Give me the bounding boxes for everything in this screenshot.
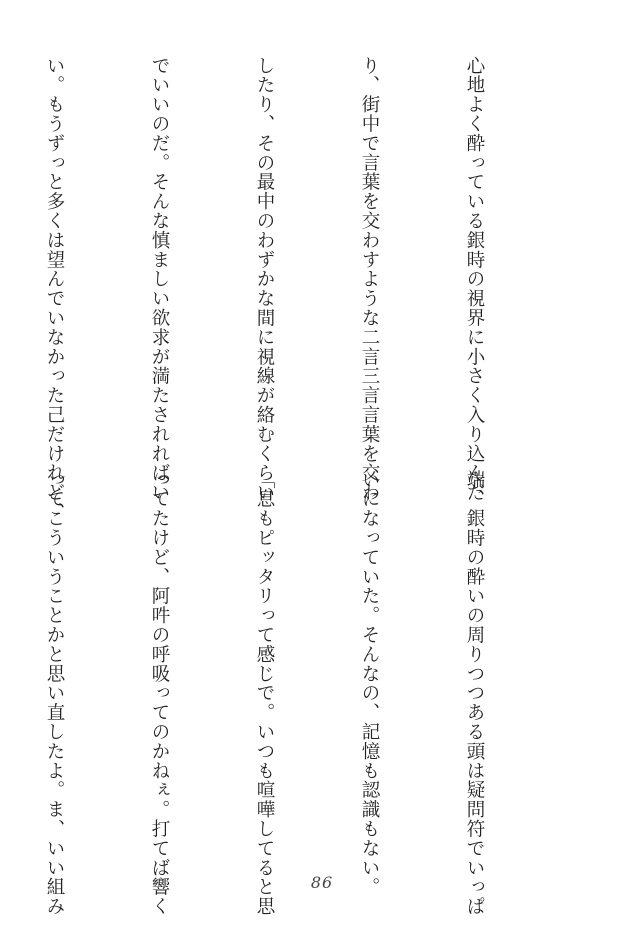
text-column: でいいのだ。そんな慎ましい欲求が満たされればい: [149, 56, 170, 503]
text-column: 「息もピッタリって感じで。いつも喧嘩してると思: [254, 470, 275, 917]
text-block-top: [0, 56, 562, 522]
text-column: ってたけど、阿吽の呼吸ってのかねぇ。打てば響く: [149, 470, 170, 917]
page-number: 86: [310, 873, 334, 892]
text-column: 心地よく酔っている銀時の視界に小さく入り込んだ: [464, 56, 485, 503]
text-column: い。もうずっと多くは望んでいなかった己だけれど、: [44, 56, 65, 522]
text-column: ってこういうことかと思い直したよ。ま、いい組み: [44, 470, 65, 917]
text-column: 端、銀時の酔いの周りつつある頭は疑問符でいっぱ: [464, 470, 485, 917]
text-column: り、街中で言葉を交わすような二言三言言葉を交わ: [359, 56, 380, 503]
text-column: いになっていた。そんなの、記憶も認識もない。: [359, 470, 380, 897]
text-column: したり、その最中のわずかな間に視線が絡むくらい: [254, 56, 275, 503]
